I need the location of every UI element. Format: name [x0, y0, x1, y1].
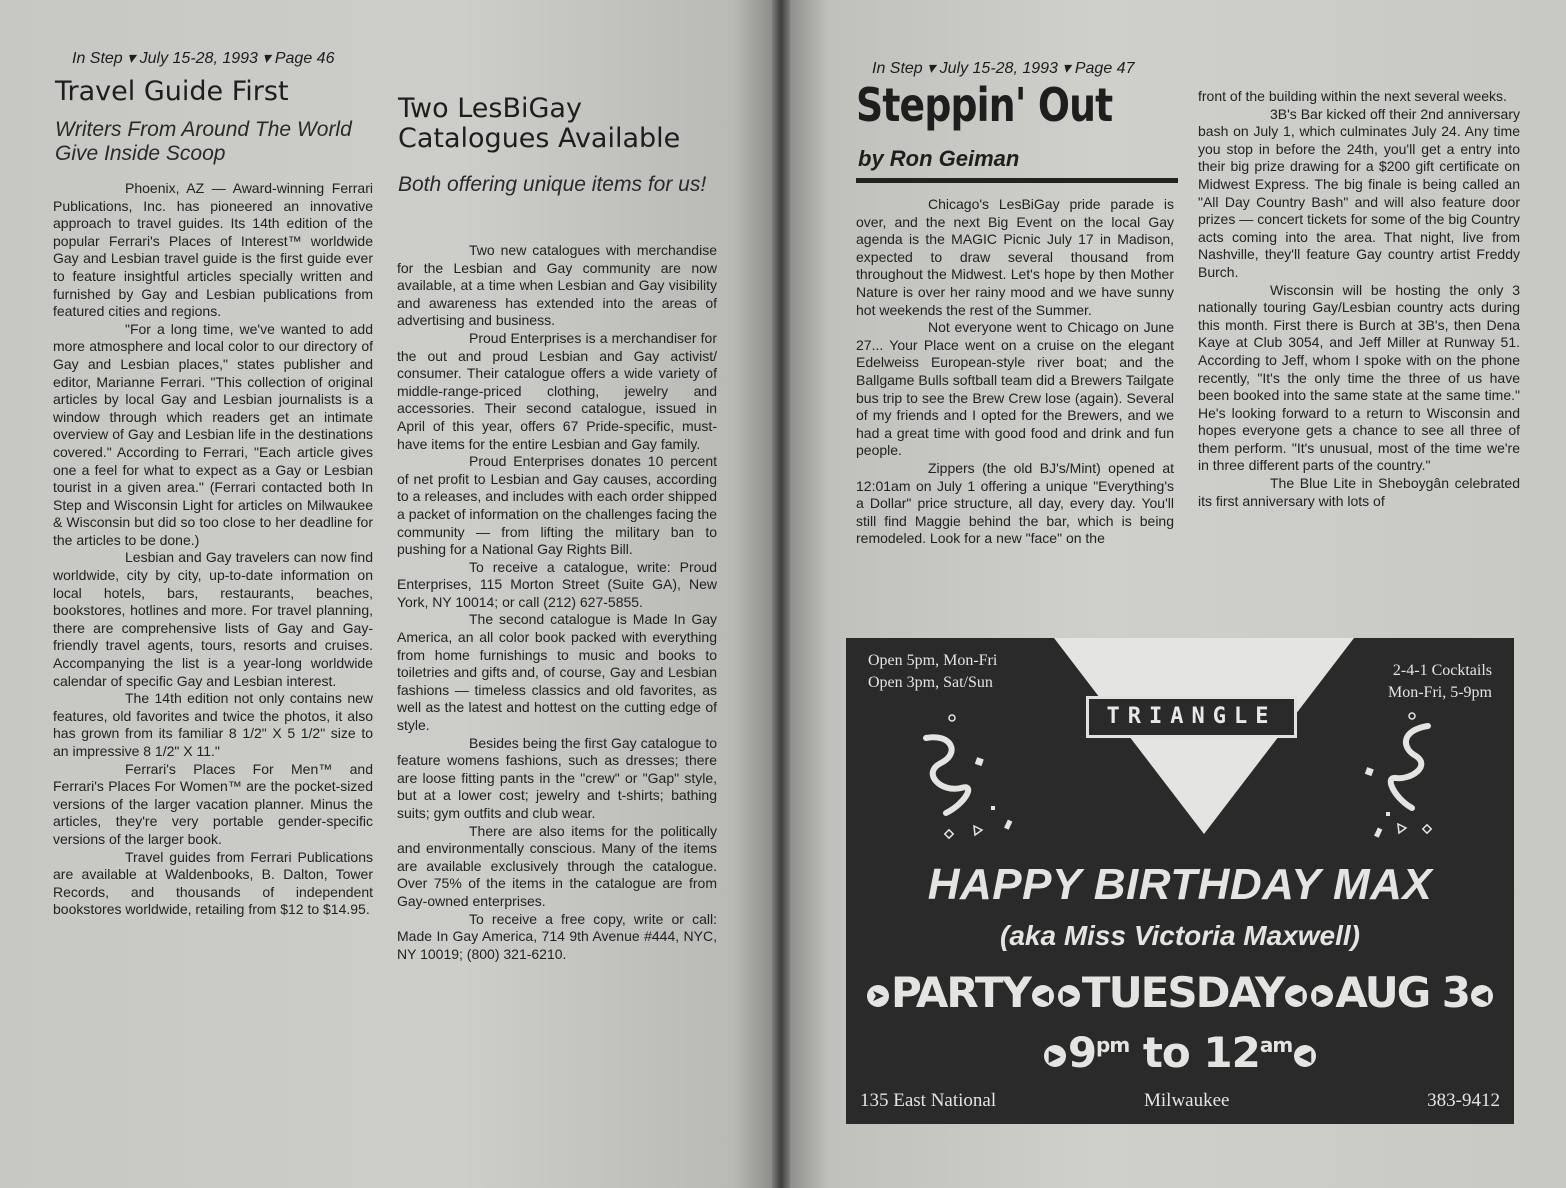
ad-promo-line2: Mon-Fri, 5-9pm — [1388, 684, 1492, 701]
page-46 — [0, 0, 772, 1188]
catalogues-deck: Both offering unique items for us! — [398, 173, 707, 196]
ad-time-end-suffix: am — [1259, 1033, 1293, 1057]
ad-event-day: TUESDAY — [1081, 968, 1284, 1017]
page-folio: In Step ▾ July 15-28, 1993 ▾ Page 46 — [72, 50, 335, 67]
paragraph: To receive a free copy, write or call: Made In Gay America, 714 9th Avenue #444, NYC, NY 10019; (800) 321-6210. — [397, 910, 717, 962]
paragraph: To receive a catalogue, write: Proud Enterprises, 115 Morton Street (Suite GA), New York, NY 10014; or call (212) 627-5855. — [397, 558, 717, 610]
paragraph: Not everyone went to Chicago on June 27... Your Place went on a cruise on the elegant Edelweiss European-style river boat; and the Ballgame Bulls softball team did a Brewers Tailgate bus trip to see the Brew Crew lose (again). Several of my friends and I opted for the Brewers, and we had a great time with good food and drink and fun people. — [856, 319, 1174, 459]
ad-subhead: (aka Miss Victoria Maxwell) — [1000, 920, 1360, 951]
paragraph: There are also items for the politically and environmentally conscious. Many of the items are available exclusively through the catalogue. Over 75% of the items in the catalogue are from Gay-owned enterprises. — [397, 822, 717, 909]
streamer-right-icon — [1316, 708, 1466, 858]
paragraph: Lesbian and Gay travelers can now find worldwide, city by city, up-to-date information on local hotels, bars, restaurants, beaches, bookstores, hotlines and more. For travel planning, there are comprehensive lists of Gay and Gay-friendly travel agents, tours, resorts and cruises. Accompanying the list is a year-long worldwide calendar of specific Gay and Lesbian interest. — [53, 549, 373, 689]
page-47 — [790, 0, 1566, 1188]
travel-guide-body — [53, 180, 373, 919]
arrow-right-icon: ▶ — [1044, 1045, 1066, 1067]
streamer-left-icon — [906, 708, 1056, 858]
paragraph: front of the building within the next several weeks. — [1198, 88, 1507, 104]
paragraph: Zippers (the old BJ's/Mint) opened at 12:01am on July 1 offering a unique "Everything's a Dollar" price structure, all day, every day. You'll still find Maggie behind the bar, which is being remodeled. Look for a new "face" on the — [856, 459, 1174, 547]
paragraph: Besides being the first Gay catalogue to feature womens fashions, such as dresses; there are loose fitting pants in the "crew" or "Gap" style, but at a lower cost; jewelry and t-shirts; bathing suits; gym outfits and club wear. — [397, 734, 717, 821]
column-byline: by Ron Geiman — [858, 146, 1020, 171]
triangle-bar-advertisement — [846, 638, 1514, 1124]
catalogues-headline-line2: Catalogues Available — [398, 123, 681, 154]
arrow-right-icon: ▶ — [1311, 985, 1333, 1007]
ad-hours — [868, 650, 997, 694]
paragraph: Ferrari's Places For Men™ and Ferrari's Places For Women™ are the pocket-sized versions of the larger vacation planner. Minus the articles, they're very portable gender-specific versions of the larger book. — [53, 760, 373, 847]
paragraph: Chicago's LesBiGay pride parade is over, and the next Big Event on the local Gay agenda is the MAGIC Picnic July 17 in Madison, expected to draw several thousand from throughout the Midwest. Let's hope by then Mother Nature is over her rainy mood and we have sunny hot weekends the rest of the Summer. — [856, 196, 1174, 318]
arrow-left-icon: ◀ — [1294, 1045, 1316, 1067]
arrow-left-icon: ◀ — [1032, 985, 1054, 1007]
paragraph: "For a long time, we've wanted to add more atmosphere and local color to our directory of Gay and Lesbian places," states publisher and editor, Marianne Ferrari. "This collection of original articles by local Gay and Lesbian journalists is a window through which readers get an intimate overview of Gay and Lesbian life in the destinations covered." According to Ferrari, "Each article gives one a feel for what to expect as a Gay or Lesbian tourist in a given area." (Ferrari contacted both In Step and Wisconsin Light for articles on Milwaukee & Wisconsin but did so too close to her deadline for the articles to be done.) — [53, 320, 373, 548]
headline-rule — [856, 178, 1178, 183]
triangle-logo: TRIANGLE — [1086, 696, 1297, 738]
ad-promo-line1: 2-4-1 Cocktails — [1392, 662, 1492, 679]
binding-gutter — [772, 0, 790, 1188]
ad-time-end: 12 — [1203, 1028, 1260, 1077]
paragraph: The 14th edition not only contains new features, old favorites and twice the photos, it also has grown from its familiar 8 1/2" X 5 1/2" size to an impressive 8 1/2" X 11." — [53, 690, 373, 759]
paragraph: Phoenix, AZ — Award-winning Ferrari Publications, Inc. has pioneered an innovative approach to travel guides. Its 14th edition of the popular Ferrari's Places of Interest™ worldwide Gay and Lesbian travel guide is the first guide ever to feature insightful articles specially written and furnished by Gay and Lesbian publications from featured cities and regions. — [53, 180, 373, 320]
ad-event-party: PARTY — [890, 968, 1030, 1017]
paragraph: Two new catalogues with merchandise for the Lesbian and Gay community are now available, at a time when Lesbian and Gay visibility and awareness has extended into the areas of advertising and business. — [397, 242, 717, 329]
paragraph: Travel guides from Ferrari Publications are available at Waldenbooks, B. Dalton, Tower Records, and thousands of independent bookstores worldwide, retailing from $12 to $14.95. — [53, 848, 373, 918]
catalogues-headline — [398, 94, 680, 154]
ad-event-date: AUG 3 — [1335, 968, 1470, 1017]
ad-phone: 383-9412 — [1427, 1090, 1500, 1111]
arrow-right-icon: ➤ — [867, 985, 889, 1007]
paragraph: 3B's Bar kicked off their 2nd anniversary bash on July 1, which culminates July 24. Any time you stop in before the 24th, you'll get a entry into their big prize drawing for a $200 gift certificate on Midwest Express. The big finale is being called an "All Day Country Bash" and will also feature door prizes — concert tickets for some of the big Country acts coming into the area. That night, live from Nashville, they'll feature Gay country artist Freddy Burch. — [1198, 105, 1520, 280]
steppin-out-headline: Steppin' Out — [856, 78, 1113, 132]
steppin-out-column-1 — [856, 196, 1174, 548]
ad-hours-weekend: Open 3pm, Sat/Sun — [868, 674, 993, 691]
ad-address: 135 East National — [860, 1090, 997, 1111]
ad-event-line — [846, 968, 1514, 1017]
travel-guide-headline: Travel Guide First — [55, 76, 289, 107]
steppin-out-column-2 — [1198, 88, 1520, 510]
paragraph: The Blue Lite in Sheboygân celebrated its first anniversary with lots of — [1198, 475, 1520, 509]
arrow-left-icon: ◀ — [1471, 985, 1493, 1007]
triangle-graphic — [1054, 638, 1354, 838]
catalogues-body — [397, 242, 717, 963]
paragraph: The second catalogue is Made In Gay America, an all color book packed with everything from home furnishings to music and books to toiletries and gifts and, of course, Gay and Lesbian fashions — timeless classics and old favorites, as well as the latest and hottest on the cutting edge of style. — [397, 611, 717, 734]
catalogues-headline-line1: Two LesBiGay — [398, 93, 582, 124]
ad-time-start: 9 — [1067, 1028, 1097, 1077]
paragraph: Wisconsin will be hosting the only 3 nationally touring Gay/Lesbian country acts during this month. First there is Burch at 3B's, then Dena Kaye at Club 3054, and Jeff Miller at Runway 51. According to Jeff, whom I spoke with on the phone recently, "It's the only time the three of us have been booked into the same state at the same time." He's looking forward to a return to Wisconsin and hopes everyone gets a chance to see all three of them perform. "It's unusual, most of the time we're in three different parts of the country." — [1198, 281, 1520, 474]
paragraph: Proud Enterprises is a merchandiser for the out and proud Lesbian and Gay activist/ consumer. Their catalogue offers a wide variety of middle-range-priced clothing, jewelry and accessories. Their second catalogue, issued in April of this year, offers 67 Pride-specific, must-have items for the entire Lesbian and Gay family. — [397, 329, 717, 452]
travel-guide-deck: Writers From Around The World Give Inside Scoop — [55, 118, 352, 165]
ad-promo — [1388, 660, 1492, 704]
ad-hours-weekday: Open 5pm, Mon-Fri — [868, 652, 998, 669]
ad-time-to: to — [1142, 1028, 1190, 1077]
ad-city: Milwaukee — [1144, 1090, 1230, 1111]
ad-headline: HAPPY BIRTHDAY MAX — [927, 860, 1433, 909]
arrow-left-icon: ◀ — [1285, 985, 1307, 1007]
ad-time-line — [846, 1028, 1514, 1077]
arrow-right-icon: ▶ — [1058, 985, 1080, 1007]
ad-time-start-suffix: pm — [1096, 1033, 1130, 1057]
paragraph: Proud Enterprises donates 10 percent of net profit to Lesbian and Gay causes, according to a releases, and includes with each order shipped a packet of information on the challenges facing the community — from lifting the military ban to pushing for a National Gay Rights Bill. — [397, 453, 717, 558]
page-folio: In Step ▾ July 15-28, 1993 ▾ Page 47 — [872, 60, 1135, 77]
